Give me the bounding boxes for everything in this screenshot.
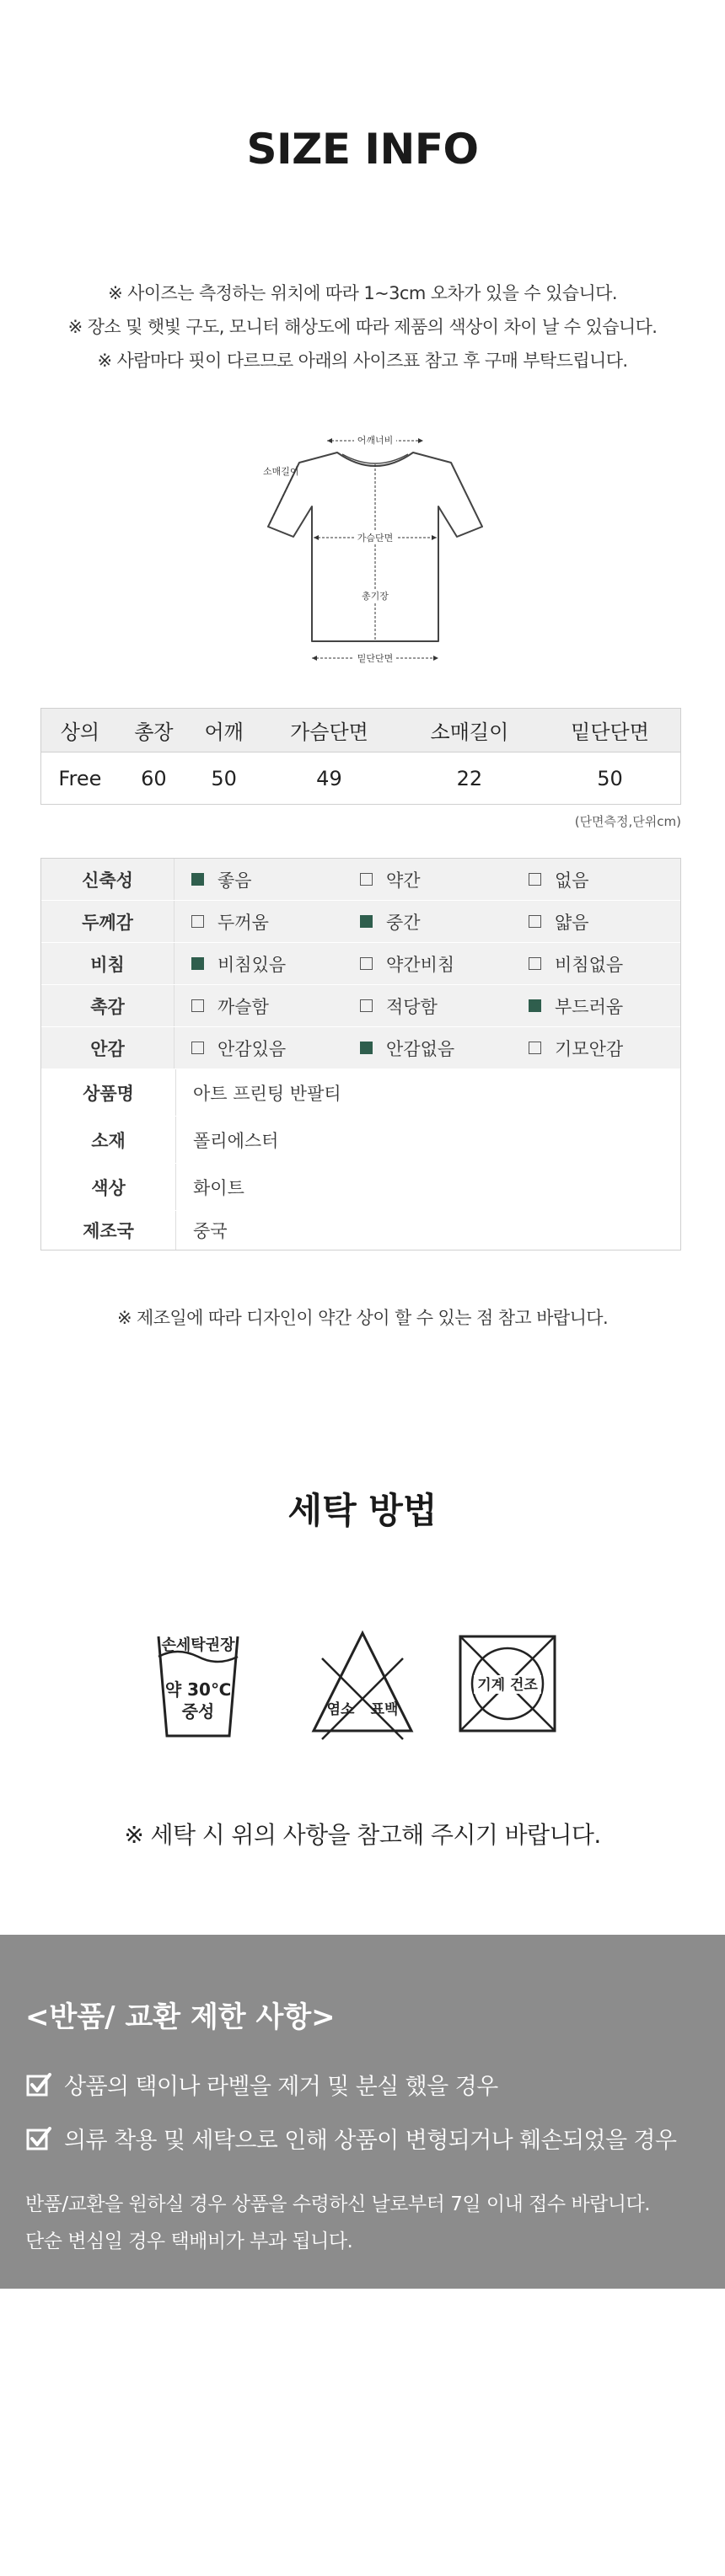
bleach-text: 염소 (326, 1701, 355, 1718)
checkbox-icon (529, 873, 541, 886)
option-label: 안감있음 (218, 1038, 287, 1059)
washing-title: 세탁 방법 (287, 1490, 438, 1531)
detail-value: 아트 프린팅 반팔티 (193, 1083, 341, 1104)
no-machine-dry-icon (460, 1636, 555, 1731)
shoulder-label: 어깨너비 (357, 435, 394, 446)
wash-text: 손세탁권장 (161, 1636, 235, 1654)
size-cell: 50 (540, 752, 680, 805)
option-label: 부드러움 (555, 996, 624, 1017)
detail-row-sheer (41, 943, 680, 985)
size-header-cell: 가슴단면 (259, 709, 399, 752)
option-label: 중간 (386, 912, 421, 933)
option-label: 적당함 (386, 996, 438, 1017)
detail-row-thickness (41, 901, 680, 943)
detail-row-color (41, 1164, 680, 1211)
detail-label: 색상 (41, 1164, 176, 1210)
tshirt-measurement-diagram (253, 426, 497, 670)
detail-option (343, 867, 512, 892)
option-label: 약간비침 (386, 954, 455, 975)
size-header-cell: 총장 (119, 709, 189, 752)
no-bleach-icon (314, 1633, 411, 1739)
hem-label: 밑단단면 (357, 653, 394, 664)
checkbox-icon (360, 873, 373, 886)
size-note: ※ 장소 및 햇빛 구도, 모니터 해상도에 따라 제품의 색상이 차이 날 수 있습니다. (67, 317, 658, 337)
detail-option (175, 1036, 343, 1061)
detail-value: 중국 (193, 1221, 228, 1241)
chest-label: 가슴단면 (357, 533, 394, 544)
unit-note: (단면측정,단위cm) (574, 814, 681, 829)
checkbox-icon (191, 915, 204, 928)
checkbox-icon (191, 1042, 204, 1054)
washing-note: ※ 세탁 시 위의 사항을 참고해 주시기 바랍니다. (124, 1821, 601, 1849)
size-info-title: SIZE INFO (246, 125, 479, 174)
hand-wash-icon (158, 1636, 238, 1736)
detail-option (512, 1036, 680, 1061)
product-detail-table (40, 858, 681, 1251)
size-cell: Free (41, 752, 119, 805)
option-label: 약간 (386, 870, 421, 891)
checkbox-checked-icon (25, 2071, 52, 2098)
size-note: ※ 사람마다 핏이 다르므로 아래의 사이즈표 참고 후 구매 부탁드립니다. (97, 351, 628, 371)
detail-option (343, 951, 512, 977)
size-header-cell: 상의 (41, 709, 119, 752)
checkbox-icon (529, 999, 541, 1012)
option-label: 비침있음 (218, 954, 287, 975)
sleeve-label: 소매길이 (263, 466, 299, 477)
return-info-line: 단순 변심일 경우 택배비가 부과 됩니다. (25, 2231, 353, 2252)
option-label: 안감없음 (386, 1038, 455, 1059)
return-item-text: 상품의 택이나 라벨을 제거 및 분실 했을 경우 (64, 2074, 498, 2100)
size-cell: 60 (119, 752, 189, 805)
return-item (25, 2122, 676, 2155)
bleach-text: 표백 (370, 1701, 399, 1718)
checkbox-icon (191, 999, 204, 1012)
checkbox-checked-icon (25, 2125, 52, 2152)
return-policy-box (0, 1935, 725, 2289)
wash-text: 약 30℃ (164, 1679, 232, 1700)
detail-option (175, 867, 343, 892)
size-header-cell: 밑단단면 (540, 709, 680, 752)
detail-option (512, 909, 680, 935)
option-label: 없음 (555, 870, 589, 891)
checkbox-icon (360, 957, 373, 970)
detail-label: 소재 (41, 1117, 176, 1163)
washing-icons (0, 1626, 725, 1744)
size-table (40, 708, 681, 805)
size-note: ※ 사이즈는 측정하는 위치에 따라 1~3cm 오차가 있을 수 있습니다. (108, 283, 617, 303)
detail-label: 신축성 (41, 859, 175, 900)
checkbox-icon (360, 915, 373, 928)
design-note: ※ 제조일에 따라 디자인이 약간 상이 할 수 있는 점 참고 바랍니다. (116, 1308, 609, 1328)
option-label: 두꺼움 (218, 912, 269, 933)
detail-option (512, 993, 680, 1019)
option-label: 좋음 (218, 870, 252, 891)
wash-text: 중성 (181, 1701, 215, 1722)
detail-label: 촉감 (41, 985, 175, 1026)
return-item-text: 의류 착용 및 세탁으로 인해 상품이 변형되거나 훼손되었을 경우 (64, 2128, 677, 2154)
detail-option (343, 909, 512, 935)
size-header-cell: 소매길이 (400, 709, 540, 752)
detail-row-lining (41, 1027, 680, 1069)
detail-value: 화이트 (193, 1177, 244, 1198)
checkbox-icon (529, 1042, 541, 1054)
detail-option (175, 993, 343, 1019)
size-notes (0, 276, 725, 378)
detail-label: 제조국 (41, 1211, 176, 1250)
return-title: <반품/ 교환 제한 사항> (25, 2000, 336, 2034)
checkbox-icon (529, 915, 541, 928)
return-item (25, 2068, 498, 2101)
detail-row-stretch (41, 859, 680, 901)
detail-value: 폴리에스터 (193, 1130, 279, 1151)
option-label: 까슬함 (218, 996, 269, 1017)
length-label: 총기장 (362, 591, 389, 602)
detail-option (175, 951, 343, 977)
detail-row-material (41, 1117, 680, 1164)
detail-option (175, 909, 343, 935)
detail-option (512, 867, 680, 892)
table-row (41, 752, 681, 805)
detail-label: 비침 (41, 943, 175, 984)
detail-label: 두께감 (41, 901, 175, 942)
option-label: 기모안감 (555, 1038, 624, 1059)
checkbox-icon (529, 957, 541, 970)
detail-row-origin (41, 1211, 680, 1250)
detail-label: 상품명 (41, 1069, 176, 1116)
detail-row-product-name (41, 1069, 680, 1117)
checkbox-icon (191, 873, 204, 886)
detail-row-texture (41, 985, 680, 1027)
return-info-line: 반품/교환을 원하실 경우 상품을 수령하신 날로부터 7일 이내 접수 바랍니다. (25, 2193, 651, 2215)
dry-text: 기계 건조 (477, 1677, 538, 1694)
size-cell: 49 (259, 752, 399, 805)
detail-option (343, 1036, 512, 1061)
return-info (25, 2186, 650, 2260)
size-cell: 22 (400, 752, 540, 805)
checkbox-icon (360, 1042, 373, 1054)
size-cell: 50 (189, 752, 259, 805)
checkbox-icon (360, 999, 373, 1012)
checkbox-icon (191, 957, 204, 970)
detail-label: 안감 (41, 1027, 175, 1068)
detail-option (343, 993, 512, 1019)
option-label: 얇음 (555, 912, 589, 933)
size-header-cell: 어깨 (189, 709, 259, 752)
size-table-header (41, 709, 681, 752)
option-label: 비침없음 (555, 954, 624, 975)
detail-option (512, 951, 680, 977)
